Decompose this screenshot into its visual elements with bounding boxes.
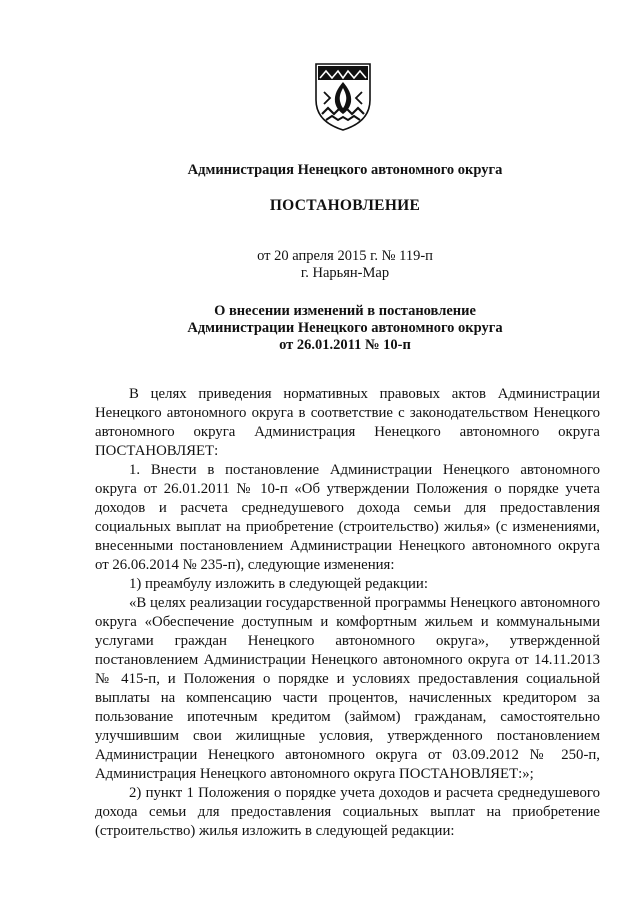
agency-name: Администрация Ненецкого автономного округа bbox=[187, 162, 503, 178]
document-body bbox=[95, 385, 600, 841]
subject-line: от 26.01.2011 № 10-п bbox=[279, 337, 411, 353]
item-1-paragraph: 1. Внести в постановление Администрации Ненецкого автономного округа от 26.01.2011 № 10-п «Об утверждении Положения о порядке учета доходов и расчета среднедушевого дохода семьи для предоставления социальных выплат на приобретение (строительство) жилья» (с изменениями, внесенными постановлением Администрации Ненецкого автономного округа от 26.06.2014 № 235-п), следующие изменения: bbox=[95, 462, 600, 573]
coat-of-arms-icon bbox=[314, 62, 372, 132]
subject-line: Администрации Ненецкого автономного округа bbox=[187, 320, 503, 336]
document-city: г. Нарьян-Мар bbox=[300, 265, 390, 281]
document-type: ПОСТАНОВЛЕНИЕ bbox=[269, 197, 421, 214]
subitem-2-paragraph: 2) пункт 1 Положения о порядке учета доходов и расчета среднедушевого дохода семьи для предоставления социальных выплат на приобретение (строительство) жилья изложить в следующей редакции: bbox=[95, 785, 600, 839]
preamble-paragraph: В целях приведения нормативных правовых актов Администрации Ненецкого автономного округа в соответствие с законодательством Ненецкого автономного округа Администрация Ненецкого автономного округа ПОСТАНОВЛЯЕТ: bbox=[95, 386, 600, 459]
subject-line: О внесении изменений в постановление bbox=[214, 303, 476, 319]
quoted-preamble-paragraph: «В целях реализации государственной программы Ненецкого автономного округа «Обеспечение доступным и комфортным жильем и коммунальными услугами граждан Ненецкого автономного округа», утвержденной постановлением Администрации Ненецкого автономного округа от 14.11.2013 № 415-п, и Положения о порядке и условиях предоставления социальной выплаты на компенсацию части процентов, начисленных кредитором за пользование ипотечным кредитом (займом) гражданам, самостоятельно улучшившим свои жилищные условия, утвержденного постановлением Администрации Ненецкого автономного округа от 03.09.2012 № 250-п, Администрация Ненецкого автономного округа ПОСТАНОВЛЯЕТ:»; bbox=[95, 595, 600, 782]
document-subject bbox=[90, 303, 600, 354]
document-date-number: от 20 апреля 2015 г. № 119-п bbox=[257, 248, 433, 264]
subitem-1-paragraph: 1) преамбулу изложить в следующей редакции: bbox=[129, 576, 428, 592]
